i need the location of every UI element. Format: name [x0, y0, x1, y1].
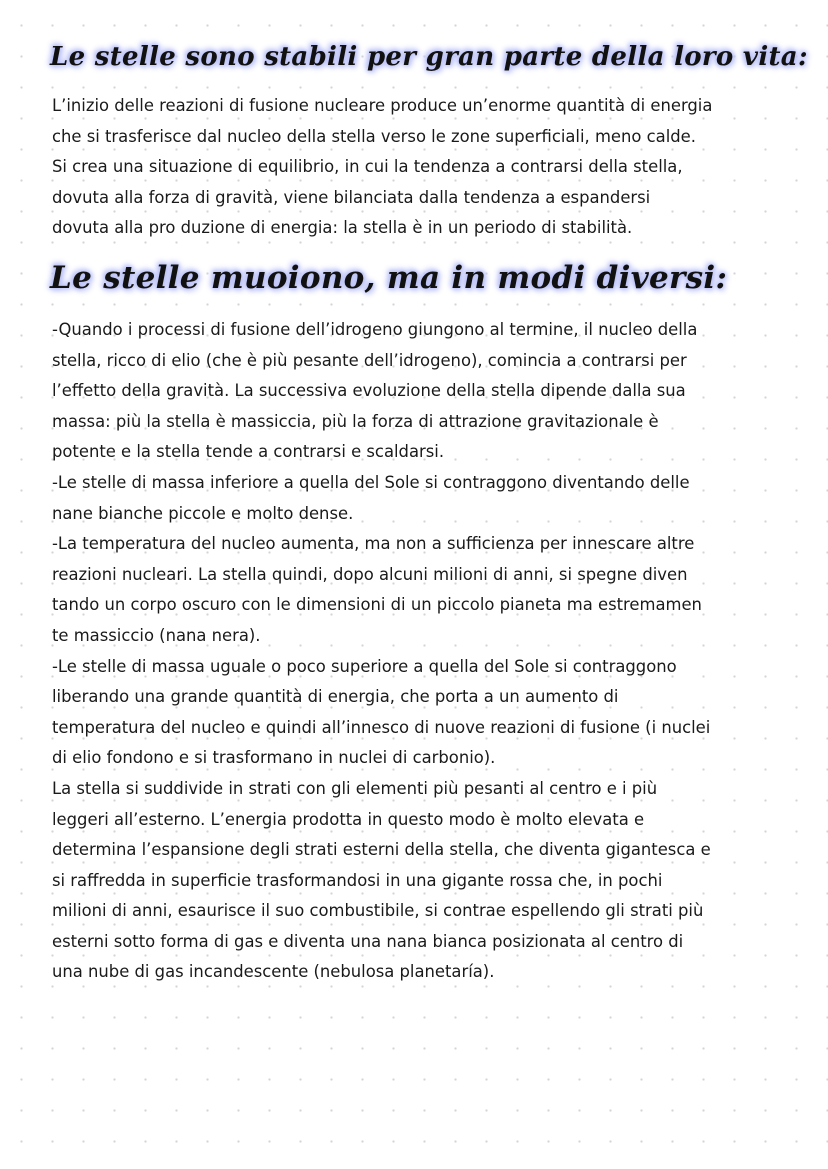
text-line: -Quando i processi di fusione dell’idrogeno giungono al termine, il nucleo della	[52, 320, 698, 339]
text-line: temperatura del nucleo e quindi all’innesco di nuove reazioni di fusione (i nuclei	[52, 717, 711, 737]
text-line: dovuta alla pro duzione di energia: la stella è in un periodo di stabilità.	[52, 218, 633, 238]
text-line: si raffredda in superficie trasformandosi in una gigante rossa che, in pochi	[52, 870, 663, 890]
text-line: L’inizio delle reazioni di fusione nucleare produce un’enorme quantità di energia	[52, 96, 713, 115]
text-line: milioni di anni, esaurisce il suo combustibile, si contrae espellendo gli strati più	[52, 901, 704, 921]
section-body-stability	[52, 91, 712, 244]
text-line: dovuta alla forza di gravità, viene bilanciata dalla tendenza a espandersi	[52, 187, 651, 207]
text-line: -La temperatura del nucleo aumenta, ma non a sufficienza per innescare altre	[52, 534, 695, 554]
text-line: potente e la stella tende a contrarsi e scaldarsi.	[52, 442, 445, 462]
text-line: determina l’espansione degli strati esterni della stella, che diventa gigantesca e	[52, 840, 711, 860]
section-body-death	[52, 315, 711, 988]
text-line: -Le stelle di massa inferiore a quella del Sole si contraggono diventando delle	[52, 472, 690, 492]
text-line: reazioni nucleari. La stella quindi, dopo alcuni milioni di anni, si spegne diven	[52, 564, 688, 584]
section-heading-stability: Le stelle sono stabili per gran parte della loro vita:	[50, 42, 808, 72]
text-line: leggeri all’esterno. L’energia prodotta in questo modo è molto elevata e	[52, 809, 645, 829]
text-line: nane bianche piccole e molto dense.	[52, 503, 354, 523]
text-line: liberando una grande quantità di energia, che porta a un aumento di	[52, 687, 619, 707]
text-line: te massiccio (nana nera).	[52, 625, 261, 645]
text-line: -Le stelle di massa uguale o poco superiore a quella del Sole si contraggono	[52, 656, 677, 676]
text-line: di elio fondono e si trasformano in nuclei di carbonio).	[52, 748, 496, 768]
text-line: una nube di gas incandescente (nebulosa planetaría).	[52, 962, 495, 982]
text-line: esterni sotto forma di gas e diventa una nana bianca posizionata al centro di	[52, 931, 684, 951]
text-line: massa: più la stella è massiccia, più la forza di attrazione gravitazionale è	[52, 411, 659, 431]
text-line: La stella si suddivide in strati con gli elementi più pesanti al centro e i più	[52, 778, 658, 798]
text-line: stella, ricco di elio (che è più pesante dell’idrogeno), comincia a contrarsi per	[52, 350, 687, 370]
text-line: Si crea una situazione di equilibrio, in cui la tendenza a contrarsi della stella,	[52, 157, 683, 177]
text-line: tando un corpo oscuro con le dimensioni di un piccolo pianeta ma estremamen	[52, 595, 702, 615]
text-line: l’effetto della gravità. La successiva evoluzione della stella dipende dalla sua	[52, 381, 686, 401]
text-line: che si trasferisce dal nucleo della stella verso le zone superficiali, meno calde.	[52, 126, 696, 146]
section-heading-death: Le stelle muoiono, ma in modi diversi:	[50, 260, 728, 296]
